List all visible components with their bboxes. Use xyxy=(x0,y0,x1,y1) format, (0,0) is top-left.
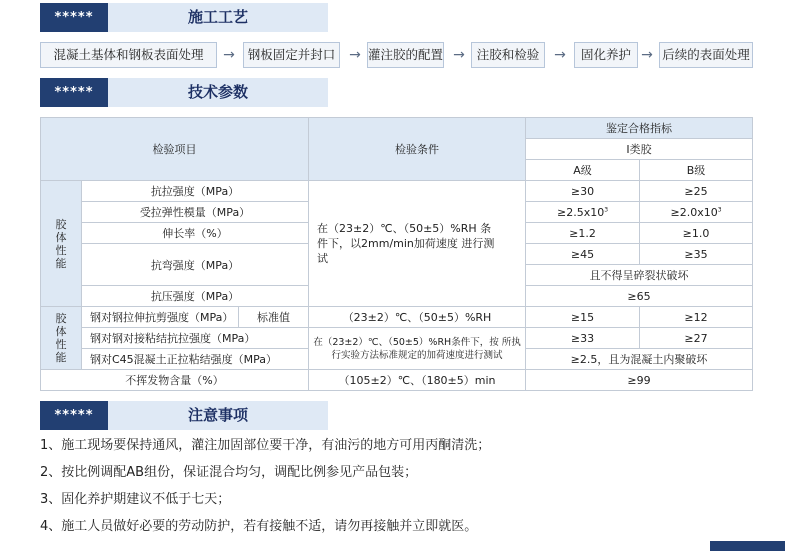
header-grade-a: A级 xyxy=(526,160,640,181)
section-title: 技术参数 xyxy=(187,83,248,101)
section-header-process xyxy=(40,3,328,32)
note-item: 3、固化养护期建议不低于七天； xyxy=(40,492,231,507)
row-note: 且不得呈碎裂状破坏 xyxy=(526,265,753,286)
grade-b-value: $\ge 2.0x10^3$ xyxy=(640,202,753,223)
table-row xyxy=(41,328,753,349)
grade-b-value: ≥1.0 xyxy=(640,223,753,244)
process-flow xyxy=(40,42,752,68)
row-item: 钢对钢对接粘结抗拉强度（MPa） xyxy=(82,328,309,349)
table-row xyxy=(41,370,753,391)
table-row xyxy=(41,307,753,328)
section-header-params xyxy=(40,78,328,107)
grade-b-value: ≥35 xyxy=(640,244,753,265)
stars-badge: ***** xyxy=(40,78,108,107)
arrow-right-icon: → xyxy=(223,47,235,63)
grade-b-value: ≥25 xyxy=(640,181,753,202)
header-grade-b: B级 xyxy=(640,160,753,181)
section-title: 施工工艺 xyxy=(187,8,248,26)
row-item: 钢对钢拉伸抗剪强度（MPa） xyxy=(82,307,239,328)
process-step: 钢板固定并封口 xyxy=(243,42,340,68)
stars-badge: ***** xyxy=(40,401,108,430)
test-condition: 在（23±2）℃、（50±5）%RH 条件下，以2mm/min加荷速度 进行测试 xyxy=(309,181,526,307)
test-condition: 在（23±2）℃、（50±5）%RH条件下，按 所执行实验方法标准规定的加荷速度进行测试 xyxy=(309,328,526,370)
notes-list xyxy=(40,436,760,544)
tech-params-table xyxy=(40,117,753,391)
row-item: 抗弯强度（MPa） xyxy=(82,244,309,286)
group-label: 胶 体 性 能 xyxy=(41,307,82,370)
row-item: 抗压强度（MPa） xyxy=(82,286,309,307)
header-condition: 检验条件 xyxy=(309,118,526,181)
row-item: 钢对C45混凝土正拉粘结强度（MPa） xyxy=(82,349,309,370)
grade-b-value: ≥27 xyxy=(640,328,753,349)
grade-a-value: ≥45 xyxy=(526,244,640,265)
process-step: 混凝土基体和钢板表面处理 xyxy=(40,42,217,68)
header-qualification: 鉴定合格指标 xyxy=(526,118,753,139)
row-item: 受拉弹性模量（MPa） xyxy=(82,202,309,223)
grade-a-value: $\ge 2.5x10^3$ xyxy=(526,202,640,223)
stars-badge: ***** xyxy=(40,3,108,32)
group-label: 胶 体 性 能 xyxy=(41,181,82,307)
process-step: 灌注胶的配置 xyxy=(367,42,444,68)
grade-a-value: ≥1.2 xyxy=(526,223,640,244)
process-step: 后续的表面处理 xyxy=(659,42,753,68)
arrow-right-icon: → xyxy=(349,47,361,63)
test-condition: （23±2）℃、（50±5）%RH xyxy=(309,307,526,328)
section-header-notes xyxy=(40,401,328,430)
table-row xyxy=(41,181,753,202)
grade-b-value: ≥12 xyxy=(640,307,753,328)
grade-ab-value: ≥99 xyxy=(526,370,753,391)
grade-a-value: ≥30 xyxy=(526,181,640,202)
section-title: 注意事项 xyxy=(187,406,248,424)
test-condition: （105±2）℃、（180±5）min xyxy=(309,370,526,391)
header-item: 检验项目 xyxy=(41,118,309,181)
note-item: 4、施工人员做好必要的劳动防护，若有接触不适，请勿再接触并立即就医。 xyxy=(40,519,478,534)
row-item: 抗拉强度（MPa） xyxy=(82,181,309,202)
header-type: I类胶 xyxy=(526,139,753,160)
arrow-right-icon: → xyxy=(453,47,465,63)
row-item: 伸长率（%） xyxy=(82,223,309,244)
process-step: 注胶和检验 xyxy=(471,42,545,68)
grade-ab-value: ≥65 xyxy=(526,286,753,307)
row-item: 不挥发物含量（%） xyxy=(41,370,309,391)
row-subitem: 标准值 xyxy=(239,307,309,328)
arrow-right-icon: → xyxy=(554,47,566,63)
note-item: 1、施工现场要保持通风，灌注加固部位要干净，有油污的地方可用丙酮清洗； xyxy=(40,438,491,453)
process-step: 固化养护 xyxy=(574,42,638,68)
footer-accent-bar xyxy=(710,541,785,551)
note-item: 2、按比例调配AB组份，保证混合均匀，调配比例参见产品包装； xyxy=(40,465,418,480)
grade-ab-value: ≥2.5，且为混凝土内聚破坏 xyxy=(526,349,753,370)
grade-a-value: ≥33 xyxy=(526,328,640,349)
arrow-right-icon: → xyxy=(641,47,653,63)
grade-a-value: ≥15 xyxy=(526,307,640,328)
